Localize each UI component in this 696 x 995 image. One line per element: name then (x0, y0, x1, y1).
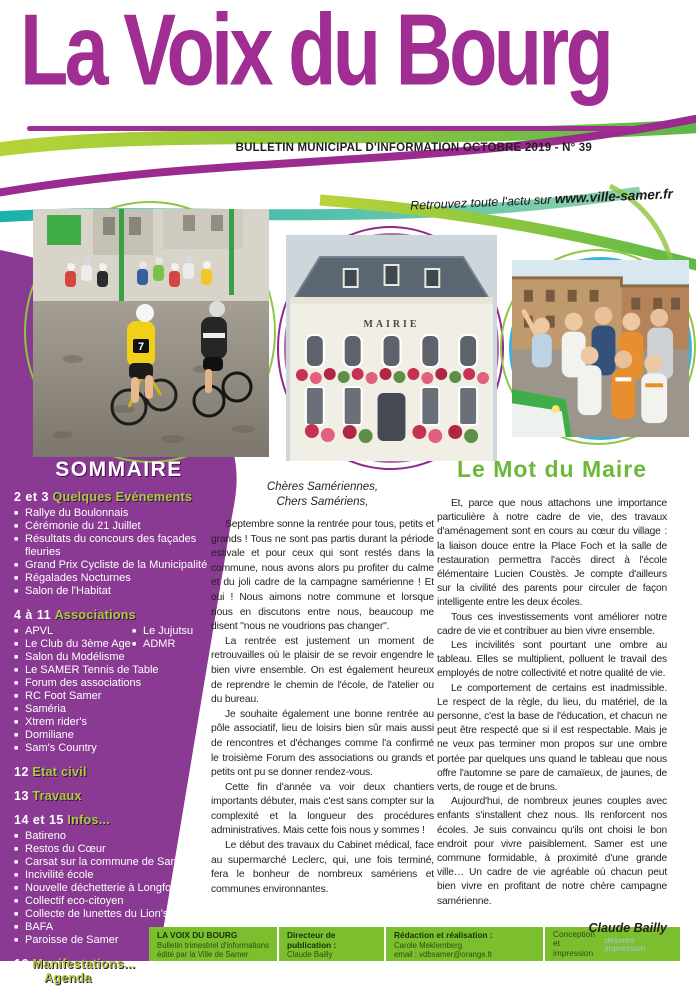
sommaire-item: ■ Batireno (14, 830, 66, 842)
mayor-paragraph: Aujourd'hui, de nombreux jeunes couples avec enfants s'installent chez nous. Ils renforcent nos écoles. Je suis convaincu qu'ils ont choisi le bon endroit pour vivre paisiblement. Samer est une commune formidable, à proximité d'une grande ville… Un cadre de vie agréable où chacun peut bien vivre en profitant de notre chère campagne samérienne. (437, 796, 667, 907)
sommaire-item: ■ Incivilité école (14, 869, 94, 881)
bullet-icon: ■ (14, 745, 19, 752)
footer-text: édité par la Ville de Samer (157, 949, 249, 959)
bullet-icon: ■ (14, 911, 19, 918)
section-pages: 16 (14, 957, 29, 971)
mayor-paragraph: Les incivilités sont pourtant une ombre au tableau. Elles se multiplient, polluent le travail des employés de notre collectivité et notre qualité de vie. (437, 640, 667, 680)
website-url: www.ville-samer.fr (554, 186, 674, 207)
sommaire-item: ■ Restos du Cœur (14, 843, 106, 855)
section-label: Quelques Evénements (52, 490, 193, 504)
bullet-icon: ■ (14, 898, 19, 905)
bullet-icon: ■ (14, 846, 19, 853)
mayor-signature: Claude Bailly (588, 920, 667, 935)
bullet-icon: ■ (14, 924, 19, 931)
sommaire-item: ■ Collecte de lunettes du Lion's club (14, 908, 192, 920)
sommaire-item: ■ Forum des associations (14, 677, 142, 689)
photo-cycling-race (33, 209, 269, 457)
bullet-icon: ■ (14, 575, 19, 582)
footer-title: LA VOIX DU BOURG (157, 930, 238, 940)
bullet-icon: ■ (14, 628, 19, 635)
sommaire-item: ■ Résultats du concours des façades fleuries (14, 533, 197, 558)
svg-text:MAIRIE: MAIRIE (363, 318, 420, 331)
bullet-icon: ■ (14, 732, 19, 739)
sommaire-item: ■ Salon du Modélisme (14, 651, 125, 663)
bullet-icon: ■ (14, 536, 19, 543)
salutation-line-1: Chères Samériennes, (266, 481, 379, 493)
sommaire-item: ■ Domiliane (14, 729, 74, 741)
banner-text: Retrouvez toute l'actu sur (409, 192, 556, 213)
sommaire-item: ■ Salon de l'Habitat (14, 585, 111, 597)
footer-director (277, 927, 384, 961)
sommaire-item: ■ Collectif eco-citoyen (14, 895, 124, 907)
sommaire-item: ■ ADMR (132, 638, 176, 650)
bullet-icon: ■ (14, 523, 19, 530)
bullet-icon: ■ (14, 588, 19, 595)
footer-text: et impression (553, 938, 594, 958)
section-label: Infos... (67, 813, 111, 827)
photo-team-group (509, 257, 692, 440)
sommaire-item: ■ Sam's Country (14, 742, 97, 754)
section-pages: 4 à 11 (14, 608, 52, 622)
editorial-letter-column (211, 480, 434, 897)
section-pages: 14 et 15 (14, 813, 64, 827)
sommaire-item: ■ Régalades Nocturnes (14, 572, 131, 584)
sommaire-section-events (14, 490, 238, 598)
bullet-icon: ■ (14, 833, 19, 840)
sommaire-item: ■ BAFA (14, 921, 54, 933)
svg-text:7: 7 (137, 341, 145, 353)
letter-paragraph: La rentrée est justement un moment de retrouvailles où le plaisir de se revoir engendre le bien vivre ensemble. On est également heureux de reprendre le chemin de l'école, de l'atelier ou du bureau. (211, 635, 434, 706)
sommaire-item: ■ Rallye du Boulonnais (14, 507, 129, 519)
letter-paragraph: Le début des travaux du Cabinet médical, face au supermarché Leclerc, qui, une fois terminé, fera le bonheur de nombreux samériens et communes environnantes. (211, 840, 434, 895)
sommaire-item: ■ APVL (14, 625, 54, 637)
letter-paragraph: Je souhaite également une bonne rentrée au pôle associatif, lieu de loisirs bien sûr mais aussi de rencontres et d'échanges comme l'a confirmé le troisième Forum des associations ou grands et petits ont pu se donner rendez-vous. (211, 708, 434, 779)
mayor-paragraph: Et, parce que nous attachons une importance particulière à notre cadre de vie, des travaux d'aménagement sont en cours au cœur du village : la liaison douce entre la Place Foch et la salle de restauration permettra l'accès direct à l'école élémentaire Lucien Coustès. Je compte d'ailleurs sur la civilité des parents pour circuler de façon intelligente entre les deux écoles. (437, 498, 667, 609)
footer-text: Conception (553, 928, 595, 939)
sommaire-item: ■ Paroisse de Samer (14, 934, 119, 946)
printer-logo: desvres impression (604, 935, 646, 953)
footer-title: Rédaction et réalisation : (394, 930, 493, 940)
section-pages: 13 (14, 789, 29, 803)
section-label: Etat civil (32, 765, 87, 779)
section-label-2: Agenda (44, 971, 92, 985)
bullet-icon: ■ (14, 706, 19, 713)
sommaire-item: ■ Le Jujutsu (132, 625, 194, 637)
page-title: La Voix du Bourg (20, 0, 611, 107)
bullet-icon: ■ (14, 680, 19, 687)
sommaire-section-travaux (14, 789, 238, 803)
mayor-paragraph: Le comportement de certains est inadmissible. Le respect de la règle, du lieu, du matériel, de la personne, c'est la base de l'éducation, et chacun ne peut être respecté que si il est respectable. Mais je ne veux pas terminer mon propos sur une ombre portée par quelques uns quand le tableau que nous offre l'automne se pare de camaïeux, de jaunes, de verts, de rouge et de bruns. (437, 682, 667, 794)
sommaire-item: ■ Xtrem rider's (14, 716, 87, 728)
bulletin-subtitle: BULLETIN MUNICIPAL D'INFORMATION OCTOBRE 2019 - N° 39 (235, 142, 592, 154)
bullet-icon: ■ (14, 641, 19, 648)
sommaire-item: ■ RC Foot Samer (14, 690, 102, 702)
bullet-icon: ■ (14, 859, 19, 866)
photo-mairie (284, 233, 499, 463)
sommaire-item: ■ Carsat sur la commune de Samer (14, 856, 190, 868)
section-pages: 12 (14, 765, 29, 779)
sommaire-item: ■ Le Club du 3ème Age (14, 638, 131, 650)
section-label: Travaux (32, 789, 82, 803)
mayor-paragraph: Tous ces investissements vont améliorer notre cadre de vie et contribuer au bien vivre ensemble. (437, 611, 667, 637)
bullet-icon: ■ (14, 562, 19, 569)
bullet-icon: ■ (14, 667, 19, 674)
mayor-message-column (437, 456, 667, 935)
bullet-icon: ■ (14, 510, 19, 517)
bullet-icon: ■ (14, 937, 19, 944)
sommaire-title: SOMMAIRE (55, 458, 183, 481)
footer-email: email : vdbsamer@orange.fr (394, 949, 493, 959)
footer-text: Carole Meklemberg (394, 940, 463, 950)
mayor-heading: Le Mot du Maire (456, 456, 648, 482)
letter-paragraph: Septembre sonne la rentrée pour tous, petits et grands ! Tous ne sont pas partis durant la période estivale et pour ceux qui sont restés dans la commune, nous avons alors pu profiter du calme et du joli cadre de la campagne samérienne ! Et oui ! Nous aimons notre commune et lorsque nous en discutons entre nous, beaucoup me disent "nous ne voudrions pas changer". (211, 519, 434, 633)
bullet-icon: ■ (132, 641, 137, 648)
sommaire-item: ■ Nouvelle déchetterie à Longfossé (14, 882, 189, 894)
section-label: Associations (54, 608, 136, 622)
sommaire-section-associations (14, 608, 238, 755)
title-underline (27, 126, 655, 131)
sommaire-section-infos (14, 813, 238, 947)
sommaire-section-manifestations (14, 957, 238, 985)
sommaire-item: ■ Grand Prix Cycliste de la Municipalité (14, 559, 208, 571)
section-pages: 2 et 3 (14, 490, 49, 504)
footer-text: Bulletin trimestriel d'informations (157, 940, 269, 950)
sommaire-item: ■ Cérémonie du 21 Juillet (14, 520, 141, 532)
bullet-icon: ■ (14, 872, 19, 879)
sommaire-panel (0, 456, 238, 995)
letter-paragraph: Cette fin d'année va voir deux chantiers importants débuter, mais c'est sans compter sur la complexité et la longueur des procédures administratives. Mais cette fois nous y sommes ! (211, 781, 434, 837)
sommaire-item: ■ Le SAMER Tennis de Table (14, 664, 159, 676)
bullet-icon: ■ (132, 628, 137, 635)
bullet-icon: ■ (14, 719, 19, 726)
section-label: Manifestations... (32, 957, 136, 971)
footer-title: Directeur de publication : (287, 930, 337, 950)
bullet-icon: ■ (14, 885, 19, 892)
bullet-icon: ■ (14, 693, 19, 700)
sommaire-section-etat-civil (14, 765, 238, 779)
salutation-line-2: Chers Samériens, (276, 496, 369, 508)
sommaire-item: ■ Saméria (14, 703, 66, 715)
bullet-icon: ■ (14, 654, 19, 661)
footer-text: Claude Bailly (287, 950, 333, 959)
